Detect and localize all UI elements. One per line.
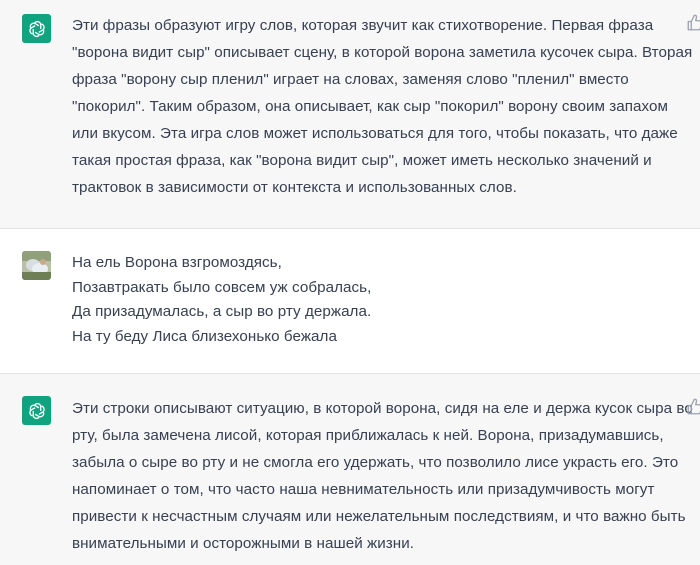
text-line: такая простая фраза, как "ворона видит сыр", может иметь несколько значений и <box>72 152 652 169</box>
text-line: На ель Ворона взгромоздясь, <box>72 254 282 271</box>
assistant-message <box>0 374 700 565</box>
text-line: Позавтракать было совсем уж собралась, <box>72 278 372 296</box>
text-line: привести к несчастным случаям или нежелательным последствиям, и что важно быть <box>72 508 686 525</box>
text-line: На ту беду Лиса близехонько бежала <box>72 327 337 345</box>
message-text <box>72 251 672 349</box>
thumbs-up-icon[interactable] <box>686 398 700 416</box>
text-line: Да призадумалась, а сыр во рту держала. <box>72 303 372 320</box>
text-line: рту, была замечена лисой, которая приближалась к ней. Ворона, призадумавшись, <box>72 427 664 444</box>
message-text <box>72 395 693 557</box>
assistant-avatar <box>22 14 51 43</box>
text-line: или вкусом. Эта игра слов может использоваться для того, чтобы показать, что даже <box>72 125 678 142</box>
user-photo-avatar <box>22 251 51 280</box>
openai-logo-icon <box>27 19 47 39</box>
text-line: Эти фразы образуют игру слов, которая звучит как стихотворение. Первая фраза <box>72 17 654 34</box>
text-line: забыла о сыре во рту и не смогла его удержать, что позволило лисе украсть его. Это <box>72 454 679 471</box>
assistant-avatar <box>22 396 51 425</box>
text-line: внимательными и осторожными в нашей жизни. <box>72 535 415 552</box>
thumbs-up-icon[interactable] <box>686 14 700 32</box>
text-line: Эти строки описывают ситуацию, в которой ворона, сидя на еле и держа кусок сыра во <box>72 400 693 417</box>
text-line: трактовок в зависимости от контекста и использованных слов. <box>72 179 517 196</box>
assistant-message <box>0 0 700 229</box>
text-line: напоминает о том, что часто наша невнимательность или призадумчивость могут <box>72 481 655 498</box>
message-text <box>72 12 693 201</box>
openai-logo-icon <box>27 401 47 421</box>
text-line: "ворона видит сыр" описывает сцену, в которой ворона заметила кусочек сыра. Вторая <box>72 44 693 61</box>
user-message <box>0 229 700 374</box>
text-line: фраза "ворону сыр пленил" играет на словах, заменяя слово "пленил" вместо <box>72 71 629 88</box>
text-line: "покорил". Таким образом, она описывает, как сыр "покорил" ворону своим запахом <box>72 98 668 115</box>
